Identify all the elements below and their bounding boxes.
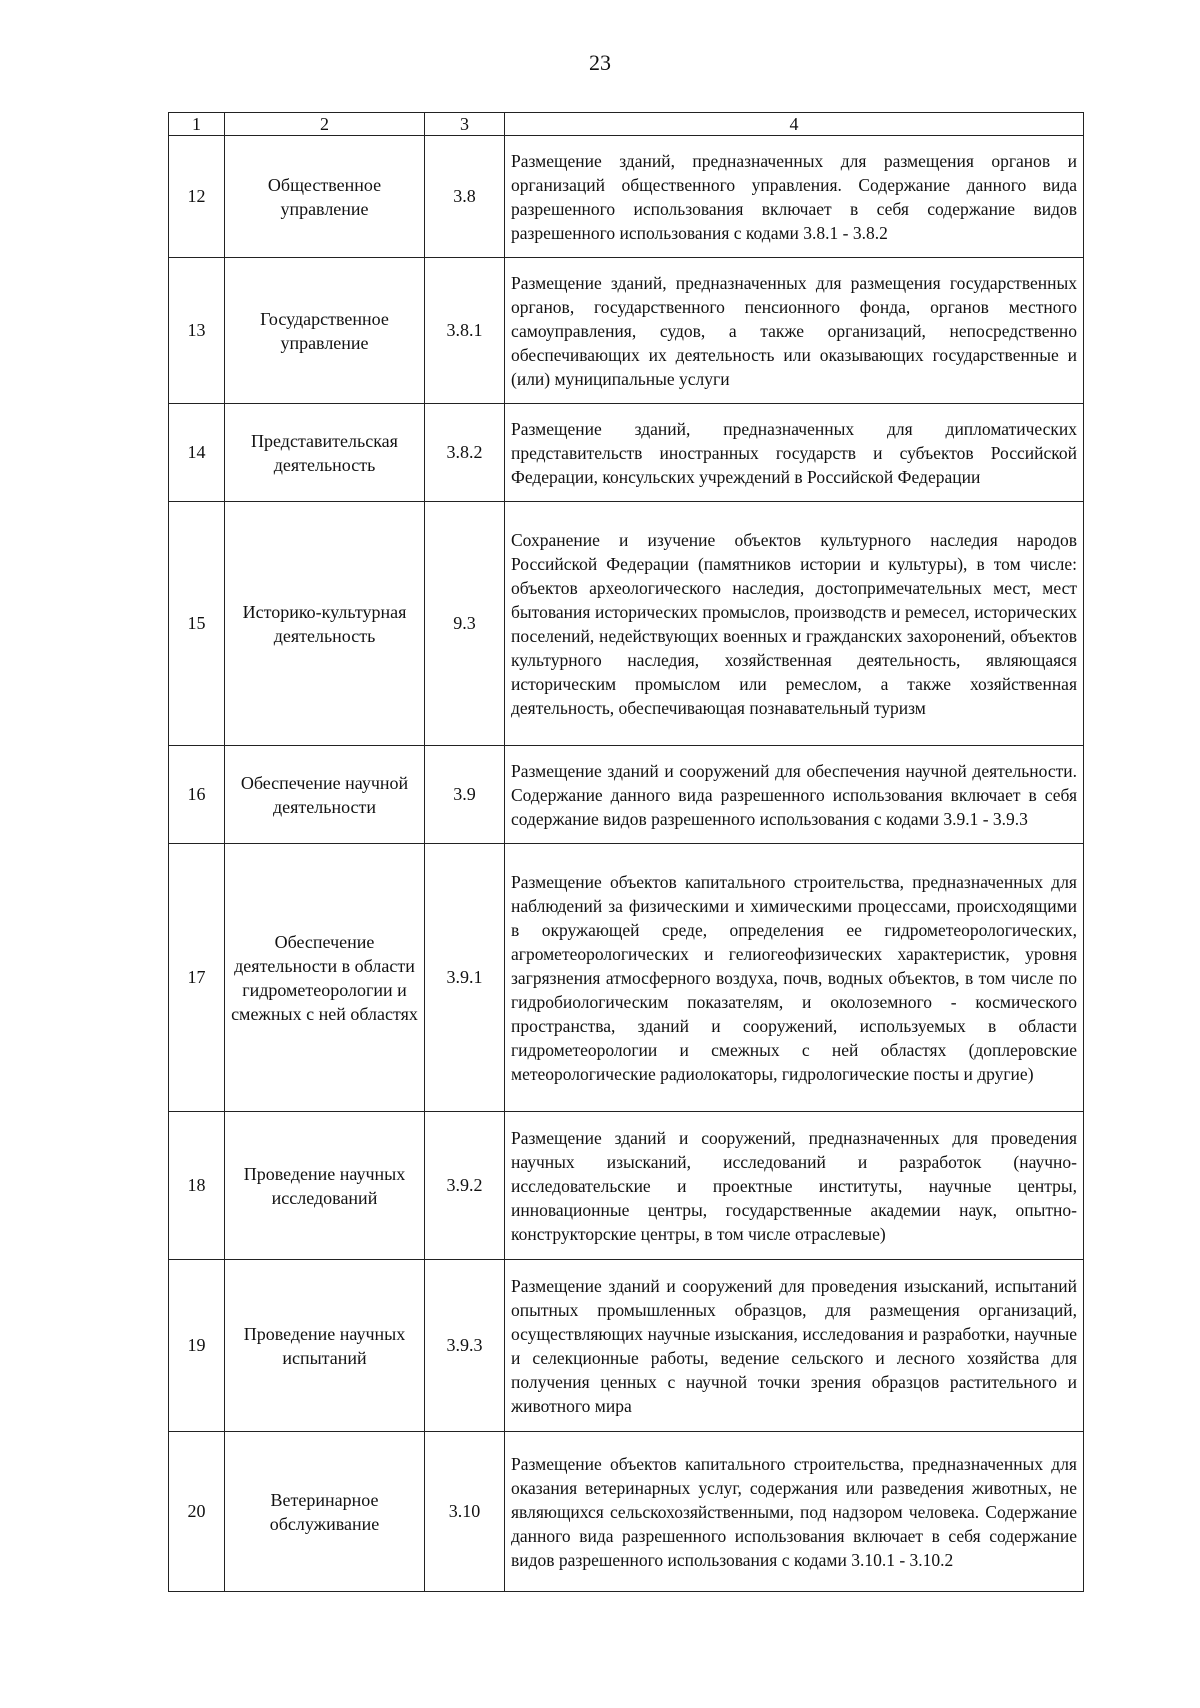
column-header-1: 1 bbox=[169, 113, 225, 136]
use-type-code: 3.8 bbox=[425, 136, 505, 258]
table-row bbox=[169, 844, 1084, 1112]
row-number: 17 bbox=[169, 844, 225, 1112]
table-row bbox=[169, 1260, 1084, 1432]
use-type-description: Сохранение и изучение объектов культурного наследия народов Российской Федерации (памятников истории и культуры), в том числе: объектов археологического наследия, достопримечательных мест, мест бытования исторических промыслов, производств и ремесел, исторических поселений, недействующих военных и гражданских захоронений, объектов культурного наследия, хозяйственная деятельность, являющаяся историческим промыслом или ремеслом, а также хозяйственная деятельность, обеспечивающая познавательный туризм bbox=[505, 502, 1084, 746]
table-row bbox=[169, 404, 1084, 502]
column-header-3: 3 bbox=[425, 113, 505, 136]
use-type-code: 3.9 bbox=[425, 746, 505, 844]
table-row bbox=[169, 746, 1084, 844]
page-number: 23 bbox=[589, 50, 611, 75]
row-number: 13 bbox=[169, 258, 225, 404]
use-type-description: Размещение зданий, предназначенных для дипломатических представительств иностранных государств и субъектов Российской Федерации, консульских учреждений в Российской Федерации bbox=[505, 404, 1084, 502]
row-number: 14 bbox=[169, 404, 225, 502]
row-number: 19 bbox=[169, 1260, 225, 1432]
use-type-code: 9.3 bbox=[425, 502, 505, 746]
use-type-code: 3.9.1 bbox=[425, 844, 505, 1112]
column-header-4: 4 bbox=[505, 113, 1084, 136]
use-type-description: Размещение зданий и сооружений для проведения изысканий, испытаний опытных промышленных образцов, для размещения организаций, осуществляющих научные изыскания, исследования и разработки, научные и селекционные работы, ведение сельского и лесного хозяйства для получения ценных с научной точки зрения образцов растительного и животного мира bbox=[505, 1260, 1084, 1432]
use-type-name: Обеспечение деятельности в области гидрометеорологии и смежных с ней областях bbox=[225, 844, 425, 1112]
table-row bbox=[169, 136, 1084, 258]
use-type-description: Размещение зданий и сооружений для обеспечения научной деятельности. Содержание данного вида разрешенного использования включает в себя содержание видов разрешенного использования с кодами 3.9.1 - 3.9.3 bbox=[505, 746, 1084, 844]
use-type-name: Обеспечение научной деятельности bbox=[225, 746, 425, 844]
use-type-name: Государственное управление bbox=[225, 258, 425, 404]
table-row bbox=[169, 1432, 1084, 1592]
use-type-code: 3.9.3 bbox=[425, 1260, 505, 1432]
use-type-name: Историко-культурная деятельность bbox=[225, 502, 425, 746]
table-row bbox=[169, 1112, 1084, 1260]
column-header-2: 2 bbox=[225, 113, 425, 136]
use-type-code: 3.10 bbox=[425, 1432, 505, 1592]
use-type-code: 3.9.2 bbox=[425, 1112, 505, 1260]
use-type-description: Размещение зданий, предназначенных для размещения органов и организаций общественного управления. Содержание данного вида разрешенного использования включает в себя содержание видов разрешенного использования с кодами 3.8.1 - 3.8.2 bbox=[505, 136, 1084, 258]
use-type-description: Размещение объектов капитального строительства, предназначенных для оказания ветеринарных услуг, содержания или разведения животных, не являющихся сельскохозяйственными, под надзором человека. Содержание данного вида разрешенного использования включает в себя содержание видов разрешенного использования с кодами 3.10.1 - 3.10.2 bbox=[505, 1432, 1084, 1592]
table-header-row bbox=[169, 113, 1084, 136]
use-type-code: 3.8.1 bbox=[425, 258, 505, 404]
use-type-name: Общественное управление bbox=[225, 136, 425, 258]
use-type-name: Проведение научных испытаний bbox=[225, 1260, 425, 1432]
row-number: 18 bbox=[169, 1112, 225, 1260]
use-type-description: Размещение объектов капитального строительства, предназначенных для наблюдений за физическими и химическими процессами, происходящими в окружающей среде, определения ее гидрометеорологических, агрометеорологических и гелиогеофизических характеристик, уровня загрязнения атмосферного воздуха, почв, водных объектов, в том числе по гидробиологическим показателям, и околоземного - космического пространства, зданий и сооружений, используемых в области гидрометеорологии и смежных с ней областях (доплеровские метеорологические радиолокаторы, гидрологические посты и другие) bbox=[505, 844, 1084, 1112]
row-number: 15 bbox=[169, 502, 225, 746]
use-type-description: Размещение зданий, предназначенных для размещения государственных органов, государственного пенсионного фонда, органов местного самоуправления, судов, а также организаций, непосредственно обеспечивающих их деятельность или оказывающих государственные и (или) муниципальные услуги bbox=[505, 258, 1084, 404]
use-type-name: Представительская деятельность bbox=[225, 404, 425, 502]
table-row bbox=[169, 258, 1084, 404]
row-number: 12 bbox=[169, 136, 225, 258]
table-row bbox=[169, 502, 1084, 746]
use-type-name: Проведение научных исследований bbox=[225, 1112, 425, 1260]
land-use-table bbox=[168, 112, 1084, 1592]
use-type-description: Размещение зданий и сооружений, предназначенных для проведения научных изысканий, исследований и разработок (научно-исследовательские и проектные институты, научные центры, инновационные центры, государственные академии наук, опытно-конструкторские центры, в том числе отраслевые) bbox=[505, 1112, 1084, 1260]
use-type-name: Ветеринарное обслуживание bbox=[225, 1432, 425, 1592]
use-type-code: 3.8.2 bbox=[425, 404, 505, 502]
row-number: 16 bbox=[169, 746, 225, 844]
row-number: 20 bbox=[169, 1432, 225, 1592]
